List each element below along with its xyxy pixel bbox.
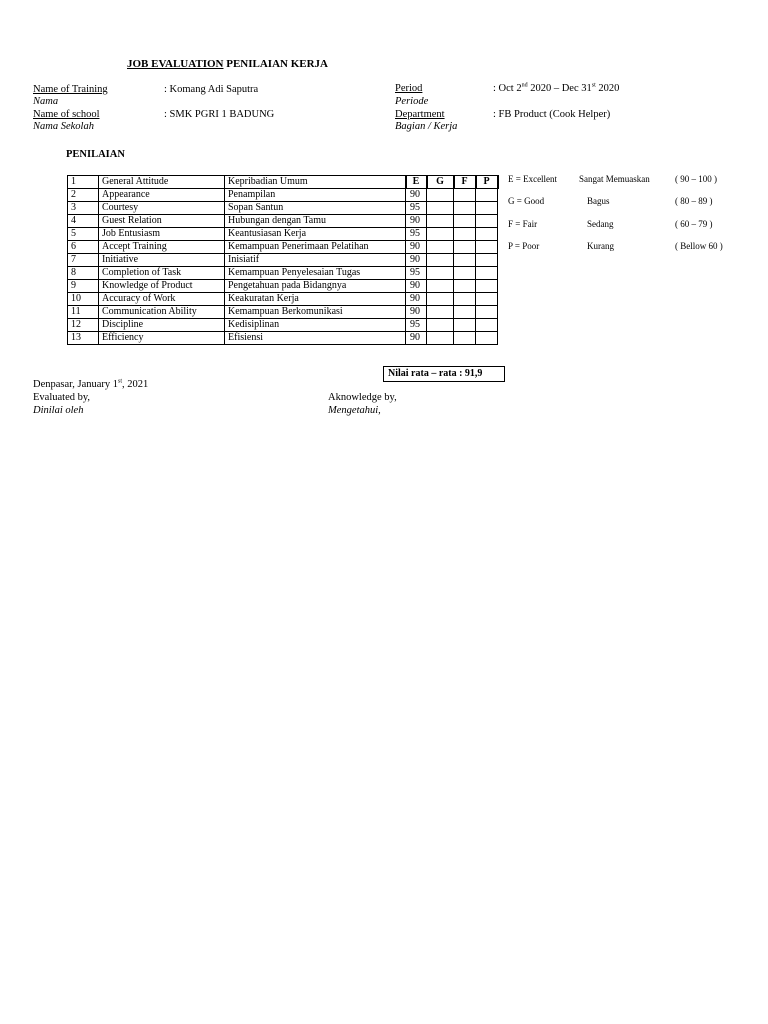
empty-grade-cell: [427, 293, 454, 306]
empty-grade-cell: [476, 202, 498, 215]
score-cell: 90: [406, 241, 427, 254]
department-label: Department: [395, 109, 445, 120]
empty-grade-cell: [476, 332, 498, 345]
criterion-english: Communication Ability: [99, 306, 225, 319]
table-row: [68, 319, 498, 332]
empty-grade-cell: [476, 228, 498, 241]
criterion-indonesian: Keakuratan Kerja: [225, 293, 406, 306]
table-row: [68, 293, 498, 306]
criterion-english: Discipline: [99, 319, 225, 332]
grade-header-p: P: [476, 176, 498, 189]
row-number: 3: [68, 202, 99, 215]
legend-code: P = Poor: [508, 241, 540, 251]
empty-grade-cell: [454, 306, 476, 319]
legend-range: ( 90 – 100 ): [675, 174, 717, 184]
empty-grade-cell: [454, 293, 476, 306]
empty-grade-cell: [427, 319, 454, 332]
criterion-indonesian: Kedisiplinan: [225, 319, 406, 332]
empty-grade-cell: [427, 332, 454, 345]
score-cell: 90: [406, 332, 427, 345]
criterion-english: Courtesy: [99, 202, 225, 215]
title-english: JOB EVALUATION: [127, 58, 224, 70]
criterion-indonesian: Kemampuan Penerimaan Pelatihan: [225, 241, 406, 254]
criterion-english: Guest Relation: [99, 215, 225, 228]
criterion-english: Initiative: [99, 254, 225, 267]
score-cell: 90: [406, 293, 427, 306]
empty-grade-cell: [476, 267, 498, 280]
legend-code: F = Fair: [508, 219, 538, 229]
criterion-indonesian: Sopan Santun: [225, 202, 406, 215]
title-indonesian: PENILAIAN KERJA: [223, 58, 328, 70]
empty-grade-cell: [476, 189, 498, 202]
empty-grade-cell: [427, 241, 454, 254]
acknowledge-by-id: Mengetahui,: [328, 405, 381, 416]
empty-grade-cell: [454, 254, 476, 267]
score-cell: 90: [406, 254, 427, 267]
criterion-indonesian: Kemampuan Berkomunikasi: [225, 306, 406, 319]
empty-grade-cell: [427, 280, 454, 293]
period-label-id: Periode: [395, 96, 429, 107]
score-cell: 90: [406, 280, 427, 293]
criterion-english: Accept Training: [99, 241, 225, 254]
legend-label: Bagus: [587, 196, 610, 206]
criterion-indonesian: Pengetahuan pada Bidangnya: [225, 280, 406, 293]
average-score-box: Nilai rata – rata : 91,9: [383, 366, 505, 382]
legend-label: Sangat Memuaskan: [579, 174, 650, 184]
empty-grade-cell: [476, 293, 498, 306]
table-row: [68, 189, 498, 202]
section-title: PENILAIAN: [66, 149, 125, 160]
row-number: 5: [68, 228, 99, 241]
empty-grade-cell: [454, 241, 476, 254]
criterion-indonesian: Keantusiasan Kerja: [225, 228, 406, 241]
table-row: [68, 332, 498, 345]
empty-grade-cell: [454, 332, 476, 345]
row-number: 12: [68, 319, 99, 332]
criterion-english: Knowledge of Product: [99, 280, 225, 293]
table-row: [68, 228, 498, 241]
table-row: [68, 306, 498, 319]
document-title: [127, 58, 328, 70]
criterion-english: Job Entusiasm: [99, 228, 225, 241]
criterion-english: Accuracy of Work: [99, 293, 225, 306]
school-label-id: Nama Sekolah: [33, 121, 94, 132]
grade-header-g: G: [427, 176, 454, 189]
criterion-english: Efficiency: [99, 332, 225, 345]
empty-grade-cell: [454, 228, 476, 241]
period-label: Period: [395, 83, 423, 94]
grade-header-e: E: [406, 176, 427, 189]
legend-range: ( Bellow 60 ): [675, 241, 723, 251]
row-number: 7: [68, 254, 99, 267]
training-label: Name of Training: [33, 84, 108, 95]
criterion-indonesian: Kemampuan Penyelesaian Tugas: [225, 267, 406, 280]
empty-grade-cell: [476, 241, 498, 254]
score-cell: 90: [406, 215, 427, 228]
row-number: 13: [68, 332, 99, 345]
empty-grade-cell: [454, 189, 476, 202]
table-row: [68, 280, 498, 293]
table-row: [68, 241, 498, 254]
empty-grade-cell: [427, 202, 454, 215]
empty-grade-cell: [476, 306, 498, 319]
row-number: 8: [68, 267, 99, 280]
department-label-id: Bagian / Kerja: [395, 121, 458, 132]
score-cell: 95: [406, 228, 427, 241]
empty-grade-cell: [427, 267, 454, 280]
criterion-indonesian: Efisiensi: [225, 332, 406, 345]
department-value: : FB Product (Cook Helper): [493, 109, 611, 120]
school-value: : SMK PGRI 1 BADUNG: [164, 109, 275, 120]
training-label-id: Nama: [33, 96, 59, 107]
legend-label: Kurang: [587, 241, 614, 251]
acknowledge-by: Aknowledge by,: [328, 392, 397, 403]
score-cell: 95: [406, 267, 427, 280]
criterion-english: Appearance: [99, 189, 225, 202]
empty-grade-cell: [454, 319, 476, 332]
legend-code: G = Good: [508, 196, 545, 206]
training-value: : Komang Adi Saputra: [164, 84, 259, 95]
empty-grade-cell: [427, 254, 454, 267]
criterion-indonesian: Hubungan dengan Tamu: [225, 215, 406, 228]
empty-grade-cell: [476, 254, 498, 267]
evaluation-table: [67, 175, 499, 345]
table-row: [68, 254, 498, 267]
grade-header-f: F: [454, 176, 476, 189]
empty-grade-cell: [476, 319, 498, 332]
criterion-indonesian: Inisiatif: [225, 254, 406, 267]
criterion-english: Completion of Task: [99, 267, 225, 280]
school-label: Name of school: [33, 109, 100, 120]
row-number: 2: [68, 189, 99, 202]
empty-grade-cell: [454, 215, 476, 228]
place-date: Denpasar, January 1st, 2021: [33, 378, 149, 390]
empty-grade-cell: [427, 189, 454, 202]
empty-grade-cell: [476, 280, 498, 293]
table-row: [68, 267, 498, 280]
legend-range: ( 60 – 79 ): [675, 219, 713, 229]
table-row: [68, 215, 498, 228]
legend-range: ( 80 – 89 ): [675, 196, 713, 206]
score-cell: 90: [406, 306, 427, 319]
evaluated-by: Evaluated by,: [33, 392, 91, 403]
row-number: 11: [68, 306, 99, 319]
legend-code: E = Excellent: [508, 174, 558, 184]
empty-grade-cell: [454, 280, 476, 293]
table-row: [68, 202, 498, 215]
score-cell: 95: [406, 202, 427, 215]
legend-label: Sedang: [587, 219, 614, 229]
criterion-english: General Attitude: [99, 176, 225, 189]
row-number: 10: [68, 293, 99, 306]
empty-grade-cell: [476, 215, 498, 228]
evaluation-table-body: [68, 176, 498, 345]
criterion-indonesian: Kepribadian Umum: [225, 176, 406, 189]
empty-grade-cell: [427, 228, 454, 241]
row-number: 1: [68, 176, 99, 189]
empty-grade-cell: [427, 215, 454, 228]
criterion-indonesian: Penampilan: [225, 189, 406, 202]
row-number: 9: [68, 280, 99, 293]
table-row: [68, 176, 498, 189]
row-number: 4: [68, 215, 99, 228]
empty-grade-cell: [427, 306, 454, 319]
score-cell: 90: [406, 189, 427, 202]
empty-grade-cell: [454, 202, 476, 215]
period-value: : Oct 2nd 2020 – Dec 31st 2020: [493, 82, 620, 94]
evaluated-by-id: Dinilai oleh: [33, 405, 84, 416]
score-cell: 95: [406, 319, 427, 332]
empty-grade-cell: [454, 267, 476, 280]
row-number: 6: [68, 241, 99, 254]
